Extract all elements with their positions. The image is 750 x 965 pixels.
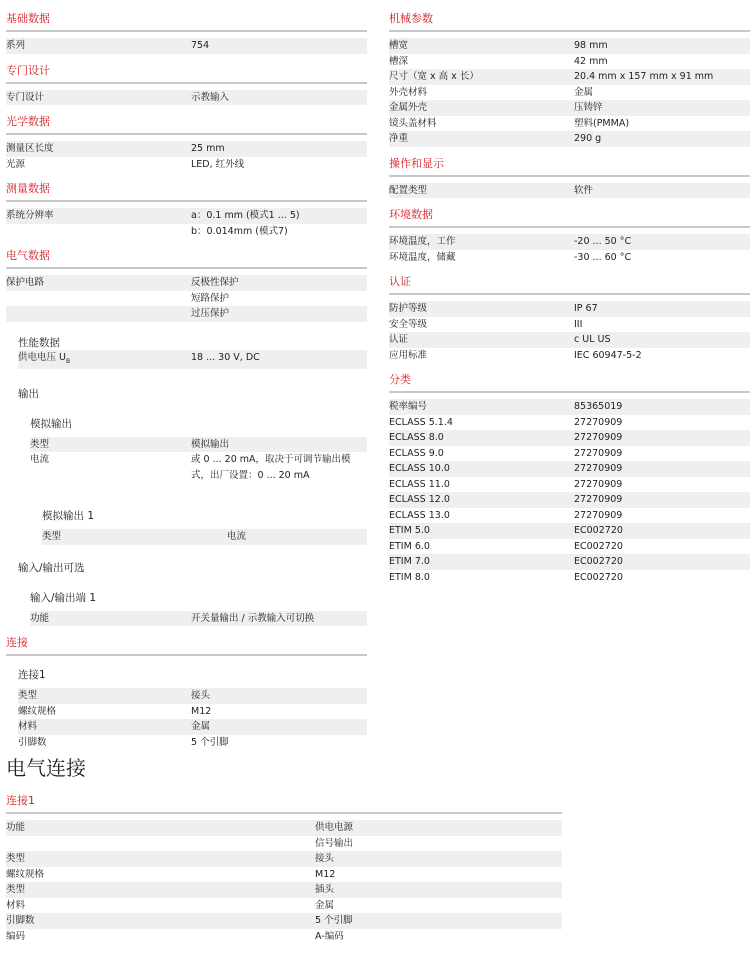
table-row xyxy=(6,275,367,291)
row-value: A-编码 xyxy=(315,930,344,942)
table-row xyxy=(389,570,750,586)
table-row xyxy=(6,913,562,929)
bottom-section xyxy=(6,782,562,944)
row-value: 85365019 xyxy=(574,401,623,412)
table-special xyxy=(6,90,367,106)
table-row xyxy=(389,348,750,364)
row-key: ETIM 8.0 xyxy=(389,571,430,583)
row-value: 或 0 ... 20 mA，取决于可调节输出模式，出厂设置：0 ... 20 mA xyxy=(191,454,351,481)
supply-key: 供电电压 $U_B$ xyxy=(18,351,71,365)
table-connection xyxy=(18,688,367,750)
row-value: 5 个引脚 xyxy=(315,915,353,926)
row-value: 供电电源 xyxy=(315,822,354,833)
row-value: IP 67 xyxy=(574,303,598,314)
row-key: 类型 xyxy=(42,531,62,543)
table-row xyxy=(389,116,750,132)
section-bottom-conn1-title: 连接1 xyxy=(6,790,562,814)
table-row xyxy=(389,131,750,147)
table-row xyxy=(6,898,562,914)
io-title: 输入/输出可选 xyxy=(18,561,85,574)
row-value: 短路保护 xyxy=(191,292,230,304)
row-key xyxy=(6,306,191,322)
table-environment xyxy=(389,234,750,265)
table-row xyxy=(6,291,367,307)
table-row xyxy=(30,452,367,483)
row-key: 材料 xyxy=(6,899,26,911)
row-key: 螺纹规格 xyxy=(6,868,45,880)
row-key: ECLASS 12.0 xyxy=(389,494,450,505)
row-value: 金属 xyxy=(191,721,211,733)
row-value: 754 xyxy=(191,40,210,51)
section-mechanical-title: 机械参数 xyxy=(389,8,750,32)
row-value: 插头 xyxy=(315,884,335,895)
row-key: 配置类型 xyxy=(389,184,428,196)
row-value: 示教输入 xyxy=(191,91,230,103)
row-key: 金属外壳 xyxy=(389,102,428,113)
section-connection-title: 连接 xyxy=(6,632,367,656)
table-row xyxy=(6,38,367,54)
table-io1 xyxy=(30,611,367,627)
row-value: 信号输出 xyxy=(315,837,354,849)
row-value: III xyxy=(574,318,583,330)
row-value: 290 g xyxy=(574,133,602,144)
table-row xyxy=(389,317,750,333)
table-classification xyxy=(389,399,750,585)
table-row xyxy=(6,157,367,173)
section-certification-title: 认证 xyxy=(389,271,750,295)
row-key: 槽深 xyxy=(389,55,409,67)
table-row xyxy=(6,306,367,322)
analog-title: 模拟输出 xyxy=(30,417,72,430)
table-analog1 xyxy=(42,529,367,545)
row-value: 金属 xyxy=(315,899,335,911)
row-key: ECLASS 13.0 xyxy=(389,509,450,521)
table-row xyxy=(6,867,562,883)
table-row xyxy=(389,250,750,266)
row-value: M12 xyxy=(315,868,336,880)
row-key: 引脚数 xyxy=(18,736,47,748)
row-key: 引脚数 xyxy=(6,915,35,926)
row-key: ETIM 7.0 xyxy=(389,556,430,567)
table-row xyxy=(389,234,750,250)
row-key: 材料 xyxy=(18,721,38,733)
section-measure-title: 测量数据 xyxy=(6,178,367,202)
table-row xyxy=(389,523,750,539)
row-key: 编码 xyxy=(6,930,26,942)
row-key: 电流 xyxy=(30,454,50,466)
table-row xyxy=(389,54,750,70)
table-row xyxy=(30,437,367,453)
row-value: 25 mm xyxy=(191,143,225,154)
row-key: ETIM 6.0 xyxy=(389,540,430,552)
row-key: 功能 xyxy=(30,612,50,624)
row-key: 类型 xyxy=(30,438,50,450)
row-value: 27270909 xyxy=(574,463,623,474)
row-value: EC002720 xyxy=(574,571,623,583)
row-value: 27270909 xyxy=(574,478,623,490)
table-analog xyxy=(30,437,367,484)
row-value: 接头 xyxy=(315,853,335,864)
table-row xyxy=(389,554,750,570)
row-value: 27270909 xyxy=(574,447,623,459)
table-row xyxy=(389,38,750,54)
table-row xyxy=(389,183,750,199)
table-row xyxy=(389,539,750,555)
row-key: 应用标准 xyxy=(389,349,428,361)
row-key: ECLASS 11.0 xyxy=(389,478,450,490)
row-value: c UL US xyxy=(574,334,611,345)
row-value: M12 xyxy=(191,705,212,717)
row-value: a：0.1 mm (模式1 ... 5) xyxy=(191,210,300,221)
table-row xyxy=(389,415,750,431)
table-row xyxy=(389,301,750,317)
table-row xyxy=(389,399,750,415)
table-row xyxy=(42,529,367,545)
row-key: 光源 xyxy=(6,158,26,170)
table-row xyxy=(389,461,750,477)
row-key: 类型 xyxy=(6,884,26,895)
row-key: 系统分辨率 xyxy=(6,210,54,221)
perf-title: 性能数据 xyxy=(18,336,60,349)
table-mechanical xyxy=(389,38,750,147)
table-certification xyxy=(389,301,750,363)
row-value: EC002720 xyxy=(574,540,623,552)
row-value: b：0.014mm (模式7) xyxy=(191,225,288,237)
section-electrical-title: 电气数据 xyxy=(6,245,367,269)
row-key xyxy=(6,836,315,852)
row-value: 27270909 xyxy=(574,432,623,443)
table-row xyxy=(389,85,750,101)
row-value: 27270909 xyxy=(574,416,623,428)
row-value: 接头 xyxy=(191,690,211,702)
row-value: 5 个引脚 xyxy=(191,736,229,748)
row-key: 螺纹规格 xyxy=(18,705,57,717)
table-row xyxy=(389,69,750,85)
table-row xyxy=(6,882,562,898)
row-value: 20.4 mm x 157 mm x 91 mm xyxy=(574,71,714,82)
table-row xyxy=(389,492,750,508)
row-key: 防护等级 xyxy=(389,303,428,314)
table-row xyxy=(6,820,562,836)
table-operation xyxy=(389,183,750,199)
row-value: EC002720 xyxy=(574,525,623,536)
section-environment-title: 环境数据 xyxy=(389,204,750,228)
row-key: ECLASS 9.0 xyxy=(389,447,444,459)
row-value: 反极性保护 xyxy=(191,277,239,288)
table-row xyxy=(389,100,750,116)
table-row xyxy=(6,224,367,240)
table-optical xyxy=(6,141,367,172)
row-value: 开关量输出 / 示教输入可切换 xyxy=(191,612,315,624)
right-column xyxy=(389,0,750,585)
row-value: LED, 红外线 xyxy=(191,158,245,170)
row-key xyxy=(6,291,191,307)
row-value: -20 ... 50 °C xyxy=(574,236,632,247)
row-value: 压铸锌 xyxy=(574,102,603,113)
row-key: 环境温度，工作 xyxy=(389,236,456,247)
table-row xyxy=(389,430,750,446)
table-row xyxy=(18,735,367,751)
row-value: 软件 xyxy=(574,184,594,196)
row-value: 模拟输出 xyxy=(191,438,230,450)
row-key: 环境温度，储藏 xyxy=(389,251,456,263)
table-row xyxy=(6,141,367,157)
row-value: 42 mm xyxy=(574,55,608,67)
row-key: 功能 xyxy=(6,822,26,833)
electrical-connection-heading: 电气连接 xyxy=(6,756,86,780)
table-row xyxy=(389,477,750,493)
row-key: 税率编号 xyxy=(389,401,428,412)
row-value: 27270909 xyxy=(574,509,623,521)
section-basic-title: 基础数据 xyxy=(6,8,367,32)
conn1-title: 连接1 xyxy=(18,669,46,682)
section-special-title: 专门设计 xyxy=(6,60,367,84)
table-row xyxy=(6,929,562,945)
row-value: -30 ... 60 °C xyxy=(574,251,632,263)
table-row xyxy=(18,688,367,704)
row-value: IEC 60947-5-2 xyxy=(574,349,642,361)
row-value: EC002720 xyxy=(574,556,623,567)
row-value: 金属 xyxy=(574,86,594,98)
row-key: 保护电路 xyxy=(6,277,45,288)
row-key: 净重 xyxy=(389,133,409,144)
table-electrical xyxy=(6,275,367,322)
row-key: 系列 xyxy=(6,40,26,51)
row-key: 认证 xyxy=(389,334,409,345)
section-operation-title: 操作和显示 xyxy=(389,153,750,177)
row-key: ETIM 5.0 xyxy=(389,525,430,536)
supply-value: 18 ... 30 V, DC xyxy=(191,351,260,363)
section-classification-title: 分类 xyxy=(389,369,750,393)
table-row xyxy=(6,851,562,867)
left-column xyxy=(6,0,367,750)
row-key xyxy=(6,224,191,240)
row-key: 尺寸（宽 x 高 x 长） xyxy=(389,71,479,82)
table-row xyxy=(6,90,367,106)
row-value: 98 mm xyxy=(574,40,608,51)
table-row xyxy=(389,508,750,524)
row-value: 塑料(PMMA) xyxy=(574,117,630,129)
row-value: 电流 xyxy=(227,531,247,543)
table-row xyxy=(389,446,750,462)
output-title: 输出 xyxy=(18,387,39,400)
row-key: 类型 xyxy=(6,853,26,864)
row-key: 安全等级 xyxy=(389,318,428,330)
table-bottom xyxy=(6,820,562,944)
row-key: 测量区长度 xyxy=(6,143,54,154)
table-row xyxy=(6,836,562,852)
row-value: 过压保护 xyxy=(191,308,230,319)
row-key: 槽宽 xyxy=(389,40,409,51)
row-key: ECLASS 8.0 xyxy=(389,432,444,443)
table-basic xyxy=(6,38,367,54)
row-value: 27270909 xyxy=(574,494,623,505)
io1-title: 输入/输出端 1 xyxy=(30,591,97,604)
row-key: ECLASS 5.1.4 xyxy=(389,416,453,428)
table-row xyxy=(18,719,367,735)
row-key: 类型 xyxy=(18,690,38,702)
supply-row xyxy=(18,350,367,369)
row-key: ECLASS 10.0 xyxy=(389,463,450,474)
row-key: 专门设计 xyxy=(6,91,45,103)
table-row xyxy=(18,704,367,720)
section-optical-title: 光学数据 xyxy=(6,111,367,135)
analog1-title: 模拟输出 1 xyxy=(42,510,95,523)
table-row xyxy=(30,611,367,627)
table-row xyxy=(6,208,367,224)
row-key: 外壳材料 xyxy=(389,86,428,98)
table-measure xyxy=(6,208,367,239)
row-key: 镜头盖材料 xyxy=(389,117,437,129)
table-row xyxy=(389,332,750,348)
